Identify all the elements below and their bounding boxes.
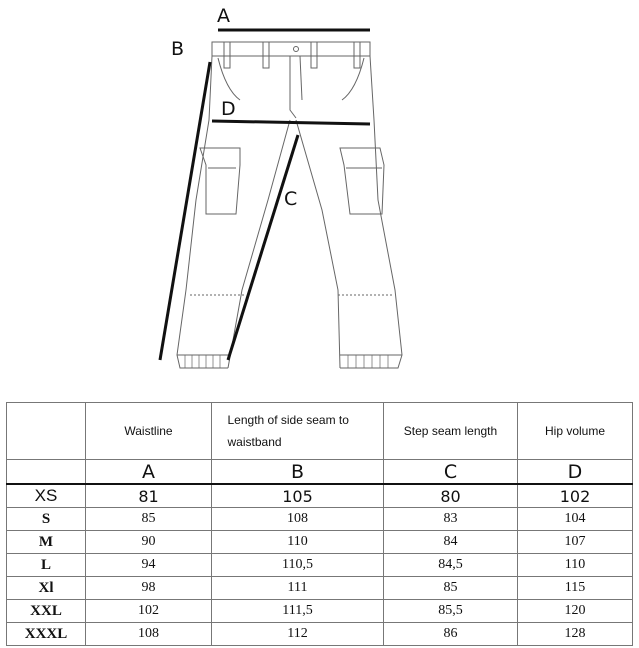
measurement-cell: 85 xyxy=(384,577,518,600)
measurement-cell: 110,5 xyxy=(212,554,384,577)
header-cell-hip-volume: Hip volume xyxy=(518,403,633,460)
table-row xyxy=(7,531,633,554)
measurement-cell: 90 xyxy=(86,531,212,554)
table-row xyxy=(7,600,633,623)
measurement-cell: 112 xyxy=(212,623,384,646)
measurement-cell: 120 xyxy=(518,600,633,623)
measurement-cell: 84 xyxy=(384,531,518,554)
letter-cell-c: C xyxy=(384,460,518,485)
header-cell-side-seam: Length of side seam to waistband xyxy=(212,403,384,460)
header-cell-step-seam: Step seam length xyxy=(384,403,518,460)
label-c: C xyxy=(284,188,298,210)
measurement-cell: 85 xyxy=(86,508,212,531)
label-a: A xyxy=(217,5,230,27)
measure-line-b xyxy=(160,62,210,360)
letter-cell-d: D xyxy=(518,460,633,485)
measurement-cell: 128 xyxy=(518,623,633,646)
table-row xyxy=(7,508,633,531)
label-b: B xyxy=(171,38,185,60)
measurement-cell: 83 xyxy=(384,508,518,531)
size-label-cell: Xl xyxy=(7,577,86,600)
measurement-cell: 107 xyxy=(518,531,633,554)
table-row xyxy=(7,484,633,508)
size-label-cell: XXXL xyxy=(7,623,86,646)
header-cell-waistline: Waistline xyxy=(86,403,212,460)
measure-line-c xyxy=(228,135,298,360)
label-d: D xyxy=(221,98,236,120)
letter-cell-b: B xyxy=(212,460,384,485)
size-label-cell: S xyxy=(7,508,86,531)
measurement-cell: 110 xyxy=(212,531,384,554)
measurement-cell: 111,5 xyxy=(212,600,384,623)
size-rows xyxy=(7,484,633,646)
measurement-cell: 94 xyxy=(86,554,212,577)
size-chart-table xyxy=(6,402,633,646)
measurement-cell: 111 xyxy=(212,577,384,600)
measurement-cell: 102 xyxy=(86,600,212,623)
table-row xyxy=(7,623,633,646)
measurement-cell: 108 xyxy=(86,623,212,646)
header-row xyxy=(7,403,633,460)
measurement-cell: 84,5 xyxy=(384,554,518,577)
measurement-cell: 85,5 xyxy=(384,600,518,623)
size-label-cell: L xyxy=(7,554,86,577)
size-label-cell: XS xyxy=(7,484,86,508)
measurement-cell: 115 xyxy=(518,577,633,600)
measurement-cell: 110 xyxy=(518,554,633,577)
letter-cell-empty xyxy=(7,460,86,485)
measurement-cell: 102 xyxy=(518,484,633,508)
letter-row xyxy=(7,460,633,485)
table-row xyxy=(7,554,633,577)
measurement-cell: 81 xyxy=(86,484,212,508)
measurement-cell: 105 xyxy=(212,484,384,508)
header-cell-empty xyxy=(7,403,86,460)
measurement-cell: 80 xyxy=(384,484,518,508)
measurement-cell: 104 xyxy=(518,508,633,531)
measurement-cell: 108 xyxy=(212,508,384,531)
letter-cell-a: A xyxy=(86,460,212,485)
measure-line-d xyxy=(212,121,370,124)
size-label-cell: M xyxy=(7,531,86,554)
table-row xyxy=(7,577,633,600)
measurement-cell: 98 xyxy=(86,577,212,600)
measurement-cell: 86 xyxy=(384,623,518,646)
size-label-cell: XXL xyxy=(7,600,86,623)
